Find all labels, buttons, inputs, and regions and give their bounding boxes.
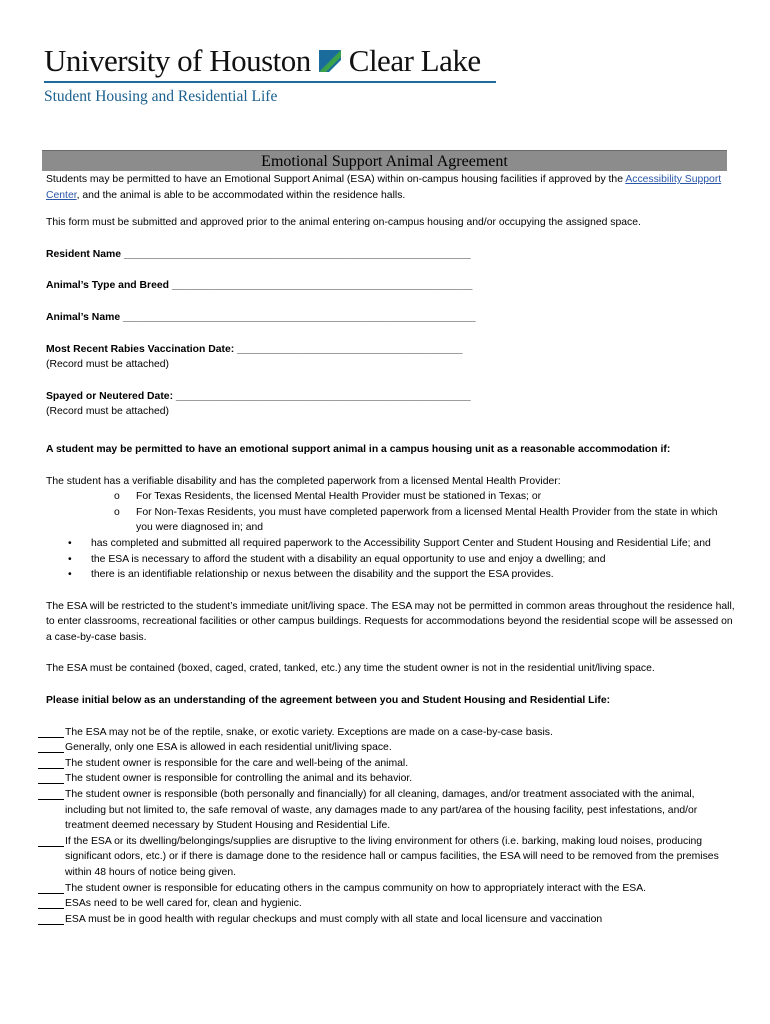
permitted-heading: A student may be permitted to have an emotional support animal in a campus housing unit as a reasonable accommodation if: [46, 443, 671, 455]
logo-wordmark [44, 44, 496, 77]
initial-item: The student owner is responsible for educating others in the campus community on how to appropriately interact with the ESA. [38, 881, 736, 897]
initial-blank[interactable] [38, 787, 64, 800]
resident-name-field[interactable]: Resident Name ____________________________________________________________ [46, 248, 471, 260]
initial-heading: Please initial below as an understanding of the agreement between you and Student Housing and Residential Life: [46, 695, 611, 707]
list-item: • there is an identifiable relationship or nexus between the disability and the support the ESA provides. [68, 569, 554, 581]
initial-blank[interactable] [38, 912, 64, 925]
animal-name-field[interactable]: Animal’s Name _____________________________________________________________ [46, 311, 476, 323]
spay-record-note: (Record must be attached) [46, 406, 170, 418]
initial-item: ESAs need to be well cared for, clean and hygienic. [38, 896, 736, 912]
logo-divider [44, 81, 496, 83]
document-title: Emotional Support Animal Agreement [261, 153, 508, 170]
university-logo [44, 44, 496, 106]
list-item: • the ESA is necessary to afford the student with a disability an equal opportunity to use and enjoy a dwelling; and [68, 553, 606, 565]
residency-sublist [46, 489, 736, 536]
document-title-bar [42, 150, 727, 171]
initial-item: The student owner is responsible for the care and well-being of the animal. [38, 756, 736, 772]
logo-university-left: University of Houston [44, 43, 311, 78]
initial-item: The student owner is responsible (both personally and financially) for all cleaning, damages, and/or treatment associated with the animal, including but not limited to, the safe removal of waste, any damages made to any part/area of the housing facility, pest infestations, and/or treatment deemed necessary by Student Housing and Residential Life. [38, 787, 736, 834]
logo-university-right: Clear Lake [348, 43, 481, 78]
initial-item: If the ESA or its dwelling/belongings/supplies are disruptive to the living environment for others (i.e. barking, making loud noises, producing significant odors, etc.) or if there is damage done to the residence hall or campus facilities, the ESA will need to be removed from the premises within 48 hours of notice being given. [38, 834, 736, 881]
animal-type-field[interactable]: Animal’s Type and Breed ____________________________________________________ [46, 280, 473, 292]
intro-paragraph: Students may be permitted to have an Emotional Support Animal (ESA) within on-campus housing facilities if approved by the Accessibility Support Center, and the animal is able to be accommodated within the residence halls. [46, 174, 722, 201]
restriction-paragraph: The ESA will be restricted to the student’s immediate unit/living space. The ESA may not be permitted in common areas throughout the residence hall, to enter classrooms, recreational facilities or other campus buildings. Requests for accommodations beyond the residential scope will be assessed on a case-by-case basis. [46, 600, 735, 643]
uhcl-logo-icon [319, 50, 341, 72]
document-body [46, 172, 736, 927]
initial-blank[interactable] [38, 756, 64, 769]
accessibility-center-link[interactable]: Accessibility Support Center [46, 174, 722, 201]
disability-intro: The student has a verifiable disability and has the completed paperwork from a licensed Mental Health Provider: [46, 475, 561, 487]
initial-item: ESA must be in good health with regular checkups and must comply with all state and local licensure and vaccination [38, 912, 736, 928]
initial-item: Generally, only one ESA is allowed in each residential unit/living space. [38, 740, 736, 756]
initial-item: The student owner is responsible for controlling the animal and its behavior. [38, 771, 736, 787]
initial-blank[interactable] [38, 725, 64, 738]
initial-blank[interactable] [38, 881, 64, 894]
list-item: • has completed and submitted all required paperwork to the Accessibility Support Center and Student Housing and Residential Life; and [68, 537, 711, 549]
initial-blank[interactable] [38, 771, 64, 784]
initial-blank[interactable] [38, 834, 64, 847]
submit-note: This form must be submitted and approved prior to the animal entering on-campus housing and/or occupying the assigned space. [46, 217, 641, 229]
initial-items-list [38, 725, 736, 928]
rabies-date-field[interactable]: Most Recent Rabies Vaccination Date: _______________________________________ [46, 343, 463, 355]
rabies-record-note: (Record must be attached) [46, 359, 170, 371]
initial-blank[interactable] [38, 896, 64, 909]
spay-neuter-date-field[interactable]: Spayed or Neutered Date: ___________________________________________________ [46, 390, 471, 402]
initial-blank[interactable] [38, 740, 64, 753]
list-item: o For Texas Residents, the licensed Mental Health Provider must be stationed in Texas; or [114, 491, 542, 503]
list-item: o For Non-Texas Residents, you must have completed paperwork from a licensed Mental Health Provider from the state in which you were diagnosed in; and [114, 506, 718, 534]
requirements-list [46, 536, 736, 583]
department-name: Student Housing and Residential Life [44, 88, 278, 105]
containment-paragraph: The ESA must be contained (boxed, caged, crated, tanked, etc.) any time the student owner is not in the residential unit/living space. [46, 663, 655, 675]
initial-item: The ESA may not be of the reptile, snake, or exotic variety. Exceptions are made on a case-by-case basis. [38, 725, 736, 741]
